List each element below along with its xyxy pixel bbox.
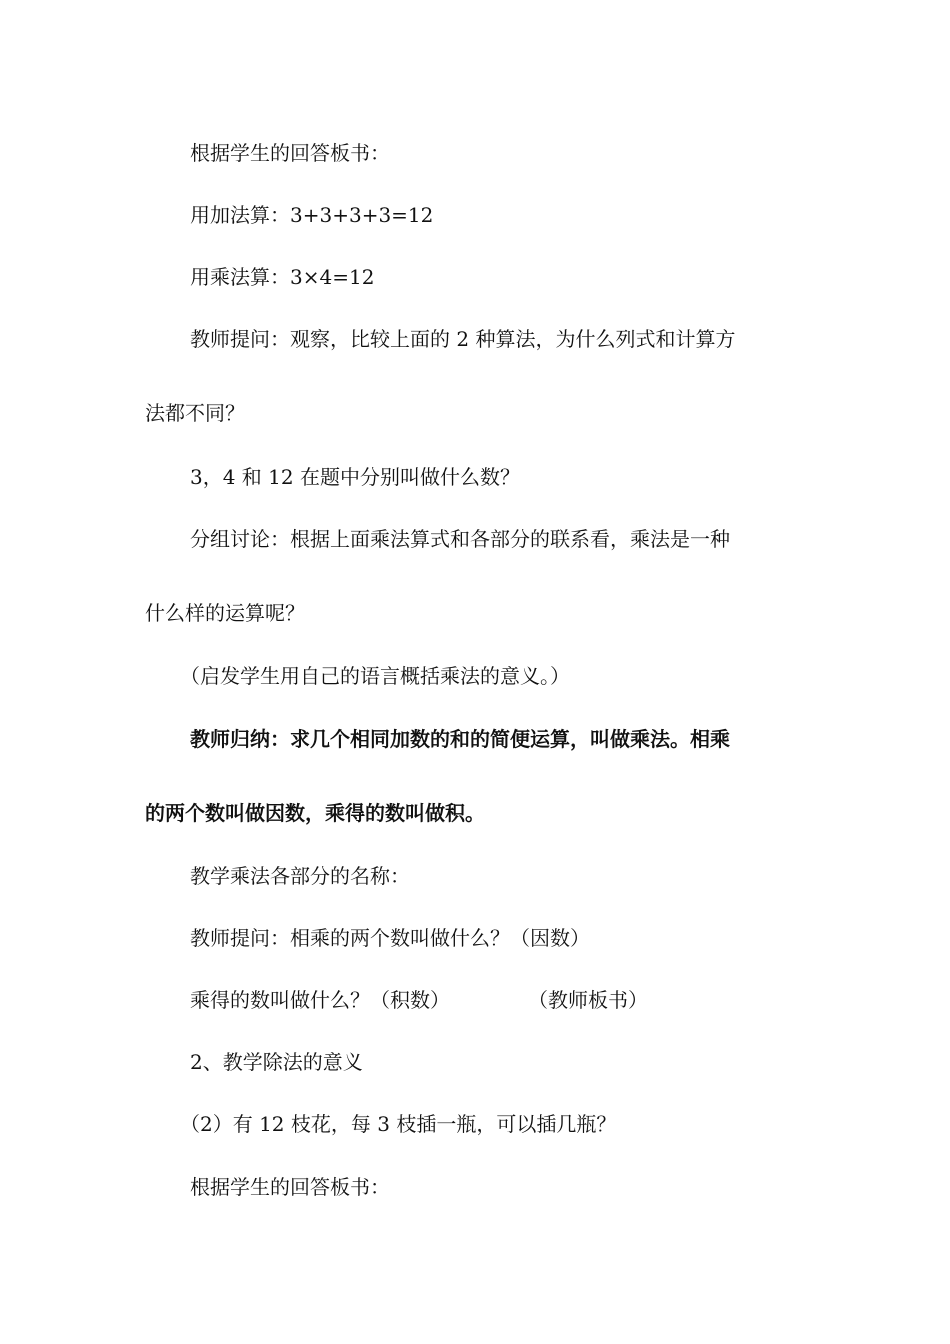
summary-line: 教师归纳：求几个相同加数的和的简便运算，叫做乘法。相乘	[190, 727, 730, 751]
text-line: 分组讨论：根据上面乘法算式和各部分的联系看，乘法是一种	[190, 527, 730, 551]
question-text: 乘得的数叫做什么？（积数）	[190, 988, 450, 1012]
text-line: 什么样的运算呢？	[145, 601, 305, 625]
text-line: 根据学生的回答板书：	[190, 141, 390, 165]
text-line: 教师提问：相乘的两个数叫做什么？（因数）	[190, 926, 590, 950]
text-line: 根据学生的回答板书：	[190, 1175, 390, 1199]
text-line: 3，4 和 12 在题中分别叫做什么数？	[190, 465, 520, 489]
section-heading: 2、教学除法的意义	[190, 1050, 363, 1074]
summary-line: 的两个数叫做因数，乘得的数叫做积。	[145, 801, 485, 825]
text-line	[190, 988, 648, 1012]
board-note: （教师板书）	[528, 988, 648, 1012]
text-line: 用乘法算：3×4=12	[190, 265, 375, 289]
text-line: 用加法算：3+3+3+3=12	[190, 203, 434, 227]
text-line: 法都不同？	[145, 401, 245, 425]
text-line: （启发学生用自己的语言概括乘法的意义。）	[180, 664, 570, 688]
text-line: 教师提问：观察，比较上面的 2 种算法，为什么列式和计算方	[190, 327, 736, 351]
text-line: 教学乘法各部分的名称：	[190, 864, 410, 888]
text-line: （2）有 12 枝花，每 3 枝插一瓶，可以插几瓶？	[180, 1112, 617, 1136]
